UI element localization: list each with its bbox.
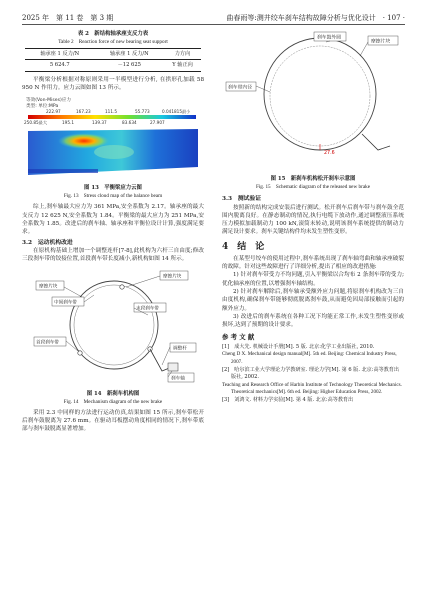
- legend-unit: 类型: 单位:MPa: [26, 104, 59, 110]
- legend-tick: 167.23: [76, 109, 91, 115]
- reference-entry: Teaching and Research Office of Harbin Institute of Technology Theoretical Mechanics. Theoretical mechanics[M]. 6th ed. Beijing: Higher Education Press, 2002.: [222, 381, 402, 396]
- diagram-label: 调整杆: [173, 346, 187, 352]
- diagram-label: 刹车鼓外圆: [317, 35, 341, 41]
- paragraph: 综上,刹车轴最大应力为 361 MPa,安全系数为 2.17。轴承座的最大支反力 12 625 N,安全系数为 1.84。平衡梁的最大应力为 251 MPa,安全系数为 1.85。改进后的刹车轴、轴承座和平衡位设计计算,强度满足要求。: [22, 204, 204, 236]
- fig15-caption-en: Fig. 15 Schematic diagram of the released new brake: [255, 184, 371, 191]
- gap-dimension-value: 27.6: [324, 151, 335, 156]
- fig14-caption-en: Fig. 14 Mechanism diagram of the new brake: [63, 398, 163, 405]
- figure-15: [222, 30, 404, 191]
- right-column: [222, 30, 404, 405]
- section-4-heading: 4 结 论: [222, 241, 265, 252]
- reference-entry: [3] 刘鸿文. 材料力学实验[M]. 第 4 版. 北京:高等教育出: [222, 396, 354, 403]
- conclusion-item-1: 1) 针对刹车带受力不均问题,引入平衡梁以合均布 2 条刹车带的受力;优化轴承座的位置,以增强刹车轴结构。: [222, 272, 404, 287]
- table-cell: Y 轴正向: [172, 62, 193, 69]
- header-title-page: 曲春雨等:测井绞车刹车结构故障分析与优化设计 · 107 ·: [226, 14, 405, 22]
- diagram-label: 刹车带内径: [228, 85, 252, 91]
- reference-entry: [1] 成大先. 机械设计手册[M]. 5 版. 北京:化学工业出版社, 2010.: [222, 343, 375, 350]
- table2-caption-cn: 表 2 新结构轴承座支反力表: [77, 31, 149, 37]
- brake-drum-outline: [264, 38, 376, 150]
- table-row: [25, 60, 201, 71]
- pivot-point: [120, 284, 124, 288]
- conclusion-item-3: 3) 改进后的刹车系统在各种工况下均能正常工作,未发生塑性变形或损坏,达到了预期的设计要求。: [222, 313, 404, 329]
- conclusion-item-2: 2) 针对刹车解除后,刹车轴承受额外应力问题,将原刹车机构改为三自由度机构,确保刹车带能够彻底脱离刹车鼓,从而避免因局部接触而引起的额外应力。: [222, 288, 404, 312]
- fig13-caption-en: Fig. 13 Stress cloud map of the balance beam: [63, 193, 163, 200]
- table-cell: －12 625: [117, 62, 141, 69]
- legend-tick: 250.85最大: [24, 120, 48, 126]
- legend-tick: 222.97: [46, 109, 61, 115]
- stress-region: [28, 169, 98, 173]
- diagram-label: 摩擦片块: [371, 39, 391, 45]
- legend-tick: 27.907: [150, 120, 165, 126]
- legend-tick: 0.041815最小: [162, 109, 191, 115]
- table-header-cell: 轴承座 1 反力/N: [109, 51, 149, 57]
- legend-tick: 111.5: [105, 109, 117, 115]
- diagram-label: 末段刹车带: [136, 306, 159, 312]
- section-3-2-heading: 3.2 运动机构改进: [22, 239, 73, 246]
- figure-14: [22, 267, 204, 406]
- header-issue: 2025 年 第 11 卷 第 3 期: [22, 14, 114, 22]
- pivot-point: [148, 346, 152, 350]
- figure-13: [22, 95, 204, 200]
- legend-tick: 195.1: [62, 120, 74, 126]
- new-brake-mechanism-diagram: [22, 267, 204, 387]
- diagram-label: 首段刹车带: [36, 340, 59, 346]
- section-3-3-heading: 3.3 测试验证: [222, 196, 262, 203]
- table-header-cell: 轴承座 1 反力/N: [40, 51, 80, 57]
- paragraph: 在原机构基础上增加一个调整连杆[7-8],此机构为六杆三自由度;修改三段刹车带的铰接位置,首段刹车带长度减小,新机构如图 14 所示。: [22, 247, 204, 263]
- header-rule: [22, 24, 405, 25]
- fig14-caption-cn: 图 14 新刹车机构图: [86, 390, 140, 397]
- reference-entry: [2] 哈尔滨工业大学理论力学教研室. 理论力学[M]. 第 6 版. 北京:高等教育出版社, 2002.: [222, 366, 399, 381]
- diagram-label: 中间刹车带: [54, 300, 77, 306]
- diagram-label: 摩擦片块: [39, 284, 58, 290]
- legend-tick: 139.37: [92, 120, 107, 126]
- brake-shaft-block: [168, 363, 178, 371]
- left-column: [22, 30, 204, 434]
- table2: [25, 48, 201, 72]
- legend-tick: 55.773: [135, 109, 150, 115]
- paragraph: 平衡梁分析根据对称原则采用一半模型进行分析, 在拱形孔加载 58 950 N 作用力。应力云图如图 13 所示。: [22, 76, 204, 91]
- diagram-label: 摩擦片块: [163, 274, 182, 280]
- legend-colorbar: [28, 115, 196, 119]
- references-heading: 参 考 文 献: [222, 333, 255, 342]
- stress-region: [94, 145, 134, 159]
- brake-band-outline: [74, 285, 154, 365]
- diagram-label: 刹车轴: [171, 376, 185, 382]
- paragraph: 在某型号绞车的使用过程中,刹车系统出现了刹车轴弯曲和轴承座破裂的故障。针对这些故障进行了详细分析,提出了相应的改进措施:: [222, 255, 404, 271]
- legend-tick: 83.634: [122, 120, 137, 126]
- adjust-linkage: [362, 134, 390, 150]
- legend-title: 等效(Von-Mises)应力: [26, 98, 71, 104]
- brake-band-outline: [270, 46, 370, 146]
- reference-entry: Cheng D X. Mechanical design manual[M]. 5th ed. Beijing: Chemical Industry Press, 2007.: [222, 351, 397, 365]
- table-cell: 5 624.7: [49, 62, 70, 69]
- fig15-caption-cn: 图 15 新刹车机构松开刹车示意图: [270, 176, 356, 183]
- table-header-cell: 力方向: [174, 51, 191, 57]
- paragraph: 采用 2.3 中同样的方法进行运动仿真,结果如图 15 所示,刹车带松开后刹车鼓脱离为 27.6 mm。在驱动耳板摆动角度相同的情况下,刹车带底部与刹车鼓脱离显著增加。: [22, 409, 204, 433]
- pivot-point: [78, 350, 82, 354]
- table2-caption-en: Table 2 Reaction force of new bearing seat support: [58, 39, 168, 45]
- released-brake-diagram: [222, 30, 404, 172]
- fig13-caption-cn: 图 13 平衡梁应力云图: [84, 185, 142, 192]
- stress-cloud-figure: [22, 95, 204, 181]
- brake-drum-outline: [70, 281, 158, 369]
- table-header-row: [25, 49, 201, 60]
- paragraph: 按照新的结构完成安装后进行测试。松开刹车后刹车带与刹车鼓全范围内脱离良好。在静态制动的情况,执行电缆下放动作,通过调整液压系统压力模拟加载制动力 100 kN,滚筒未转动,说明该刹车系统提供的制动力满足设计要求。刹车关键结构件均未发生塑性变形。: [222, 204, 404, 236]
